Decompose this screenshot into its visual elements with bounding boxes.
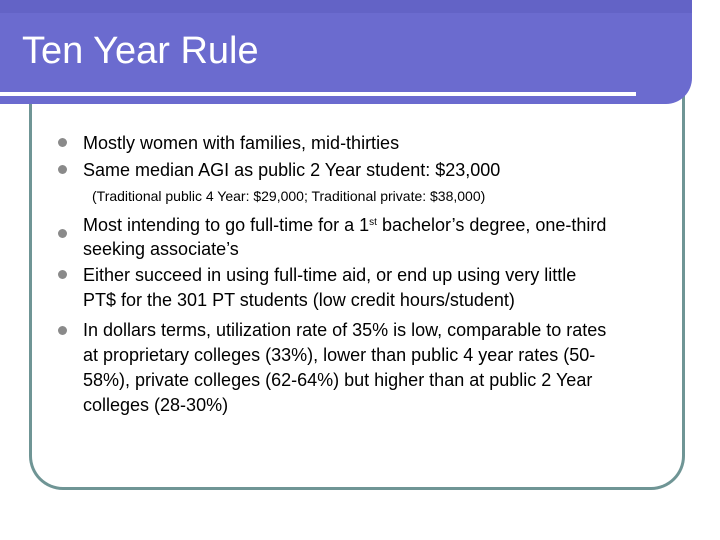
bullet-dot-icon (58, 165, 67, 174)
bullet-text: Either succeed in using full-time aid, or end up using very little (83, 265, 577, 285)
bullet-text-continuation: PT$ for the 301 PT students (low credit hours/student) (83, 290, 515, 310)
superscript: st (369, 217, 377, 228)
bullet-dot-icon (58, 138, 67, 147)
bullet-dot-icon (58, 229, 67, 238)
bullet-text-continuation: seeking associate’s (83, 239, 239, 259)
bullet-text-part: Most intending to go full-time for a 1 (83, 215, 370, 235)
bullet-text: Same median AGI as public 2 Year student: $23,000 (83, 160, 501, 180)
bullet-text-continuation: colleges (28-30%) (83, 395, 229, 415)
bullet-text (83, 214, 606, 236)
bullet-text-continuation: at proprietary colleges (33%), lower than public 4 year rates (50- (83, 345, 596, 365)
bullet-dot-icon (58, 326, 67, 335)
bullet-text-continuation: 58%), private colleges (62-64%) but higher than at public 2 Year (83, 370, 593, 390)
bullet-text: In dollars terms, utilization rate of 35% is low, comparable to rates (83, 320, 607, 340)
sub-note: (Traditional public 4 Year: $29,000; Traditional private: $38,000) (92, 188, 486, 204)
bullet-text-part: bachelor’s degree, one-third (376, 215, 607, 235)
slide-title: Ten Year Rule (22, 30, 259, 72)
bullet-text: Mostly women with families, mid-thirties (83, 133, 400, 153)
bullet-dot-icon (58, 270, 67, 279)
